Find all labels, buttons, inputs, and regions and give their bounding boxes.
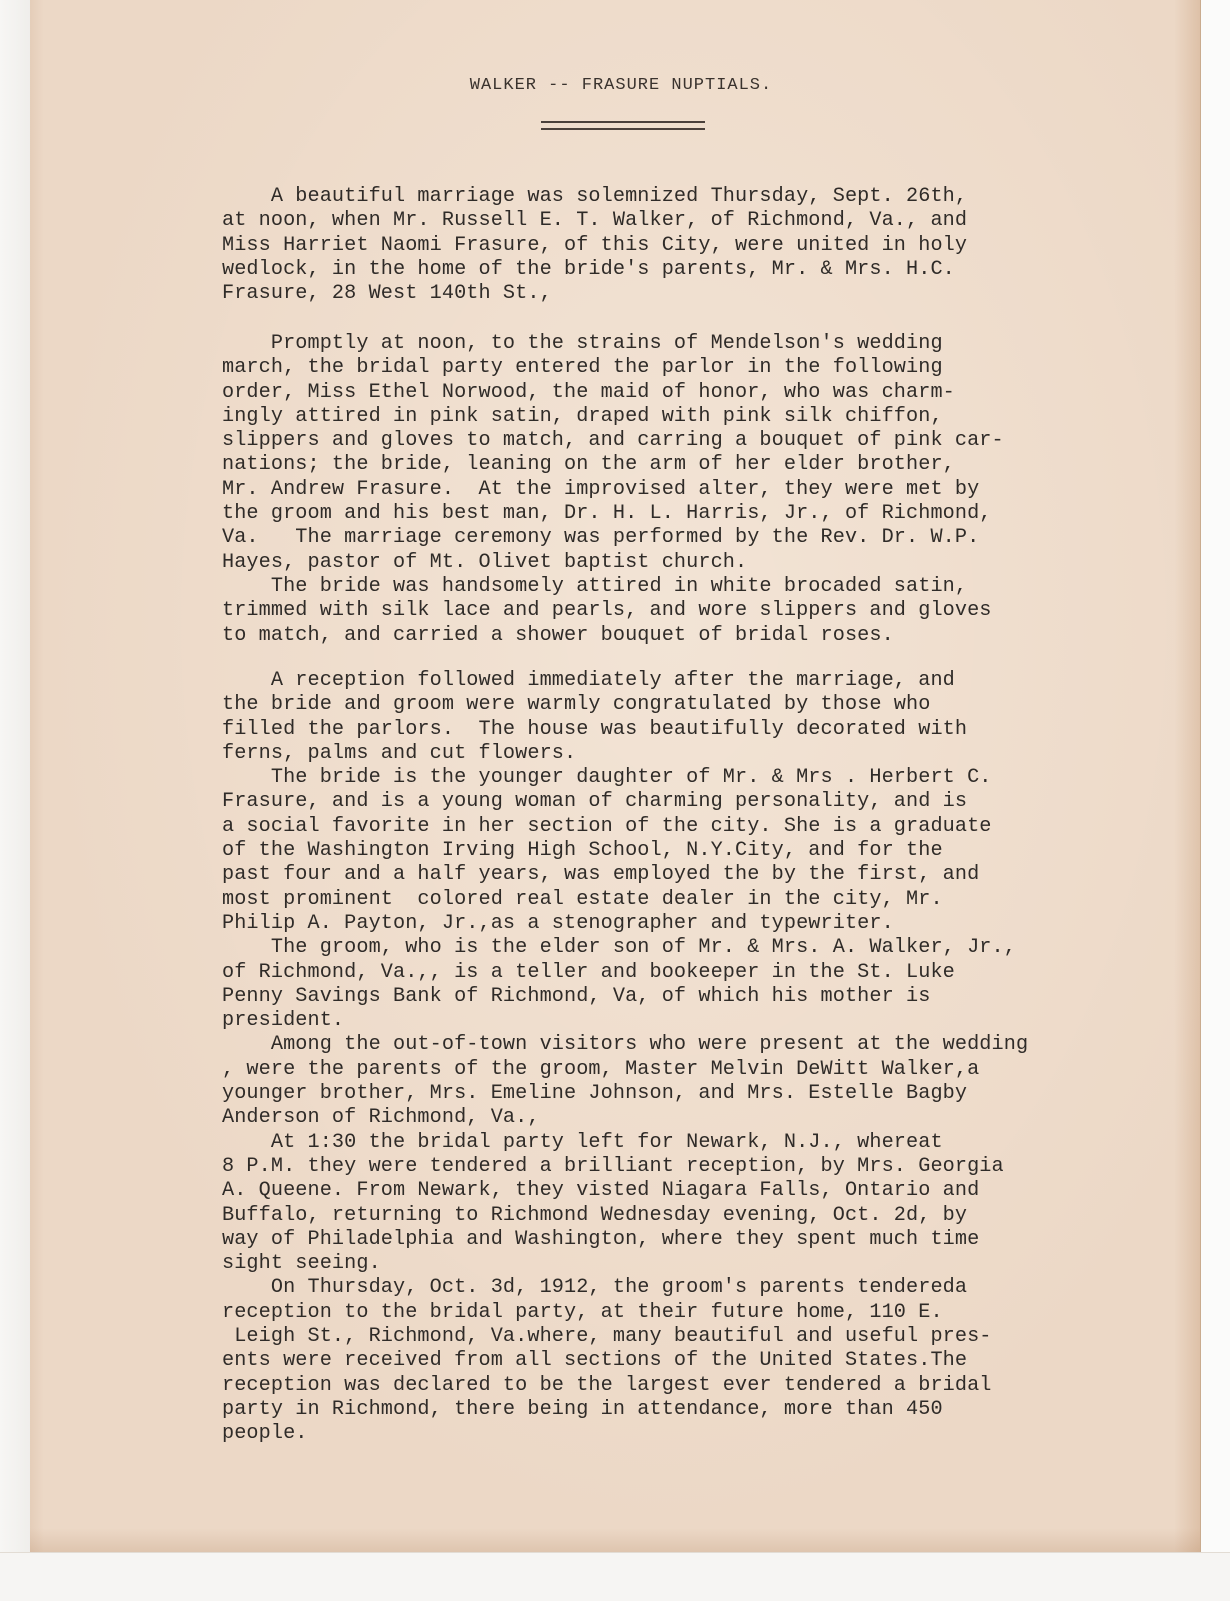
text-line: trimmed with silk lace and pearls, and wore slippers and gloves	[222, 599, 992, 623]
scanner-bottom-margin	[0, 1552, 1230, 1601]
text-line: a social favorite in her section of the city. She is a graduate	[222, 814, 992, 838]
text-line: The groom, who is the elder son of Mr. & Mrs. A. Walker, Jr.,	[222, 936, 1016, 960]
text-line: Miss Harriet Naomi Frasure, of this City, were united in holy	[222, 233, 968, 257]
text-line: filled the parlors. The house was beautifully decorated with	[222, 717, 968, 741]
text-line: younger brother, Mrs. Emeline Johnson, and Mrs. Estelle Bagby	[222, 1082, 968, 1106]
text-line: A. Queene. From Newark, they visted Niagara Falls, Ontario and	[222, 1179, 980, 1203]
text-line: past four and a half years, was employed the by the first, and	[222, 863, 980, 887]
text-line: ferns, palms and cut flowers.	[222, 741, 577, 765]
text-line: Hayes, pastor of Mt. Olivet baptist church.	[222, 550, 748, 574]
text-line: reception to the bridal party, at their future home, 110 E.	[222, 1300, 943, 1324]
text-line: 8 P.M. they were tendered a brilliant reception, by Mrs. Georgia	[222, 1154, 1004, 1178]
paragraph-block	[222, 185, 967, 306]
text-line: at noon, when Mr. Russell E. T. Walker, of Richmond, Va., and	[222, 209, 968, 233]
text-line: way of Philadelphia and Washington, where they spent much time	[222, 1227, 980, 1251]
text-line: Philip A. Payton, Jr.,as a stenographer and typewriter.	[222, 911, 894, 935]
title-underline-top	[541, 121, 705, 123]
paragraph-block	[222, 669, 1028, 1447]
text-line: Anderson of Richmond, Va.,	[222, 1106, 540, 1130]
text-line: Frasure, 28 West 140th St.,	[222, 282, 552, 306]
text-line: A beautiful marriage was solemnized Thursday, Sept. 26th,	[222, 185, 968, 208]
text-line: slippers and gloves to match, and carring a bouquet of pink car-	[222, 429, 1004, 453]
text-line: Mr. Andrew Frasure. At the improvised alter, they were met by	[222, 477, 980, 501]
paragraph-block	[222, 332, 1004, 648]
text-line: The bride is the younger daughter of Mr. & Mrs . Herbert C.	[222, 766, 992, 790]
text-line: the groom and his best man, Dr. H. L. Harris, Jr., of Richmond,	[222, 502, 992, 526]
text-line: Penny Savings Bank of Richmond, Va, of which his mother is	[222, 984, 931, 1008]
text-line: of Richmond, Va.,, is a teller and bookeeper in the St. Luke	[222, 960, 955, 984]
text-line: party in Richmond, there being in attendance, more than 450	[222, 1397, 943, 1421]
text-line: On Thursday, Oct. 3d, 1912, the groom's parents tendereda	[222, 1276, 968, 1300]
text-line: Promptly at noon, to the strains of Mendelson's wedding	[222, 332, 943, 355]
text-line: sight seeing.	[222, 1252, 381, 1276]
title-underline-bottom	[541, 128, 705, 130]
text-line: nations; the bride, leaning on the arm of her elder brother,	[222, 453, 955, 477]
scanner-left-margin	[0, 0, 30, 1600]
text-line: Va. The marriage ceremony was performed by the Rev. Dr. W.P.	[222, 526, 980, 550]
text-line: At 1:30 the bridal party left for Newark, N.J., whereat	[222, 1130, 943, 1154]
text-line: the bride and groom were warmly congratulated by those who	[222, 693, 931, 717]
text-line: of the Washington Irving High School, N.Y.City, and for the	[222, 839, 943, 863]
text-line: reception was declared to be the largest ever tendered a bridal	[222, 1373, 992, 1397]
text-line: most prominent colored real estate dealer in the city, Mr.	[222, 887, 943, 911]
text-line: people.	[222, 1422, 308, 1446]
text-line: ingly attired in pink satin, draped with pink silk chiffon,	[222, 404, 943, 428]
text-line: wedlock, in the home of the bride's parents, Mr. & Mrs. H.C.	[222, 257, 955, 281]
text-line: order, Miss Ethel Norwood, the maid of honor, who was charm-	[222, 380, 955, 404]
text-line: to match, and carried a shower bouquet of bridal roses.	[222, 623, 894, 647]
text-line: march, the bridal party entered the parlor in the following	[222, 356, 943, 380]
text-line: , were the parents of the groom, Master Melvin DeWitt Walker,a	[222, 1057, 980, 1081]
text-line: Leigh St., Richmond, Va.where, many beautiful and useful pres-	[222, 1325, 992, 1349]
document-title: WALKER -- FRASURE NUPTIALS.	[469, 76, 773, 95]
text-line: Among the out-of-town visitors who were present at the wedding	[222, 1033, 1029, 1057]
text-line: ents were received from all sections of the United States.The	[222, 1349, 968, 1373]
text-line: president.	[222, 1009, 345, 1033]
text-line: Buffalo, returning to Richmond Wednesday evening, Oct. 2d, by	[222, 1203, 968, 1227]
text-line: Frasure, and is a young woman of charming personality, and is	[222, 790, 968, 814]
text-line: A reception followed immediately after the marriage, and	[222, 669, 955, 692]
text-line: The bride was handsomely attired in white brocaded satin,	[222, 574, 968, 598]
